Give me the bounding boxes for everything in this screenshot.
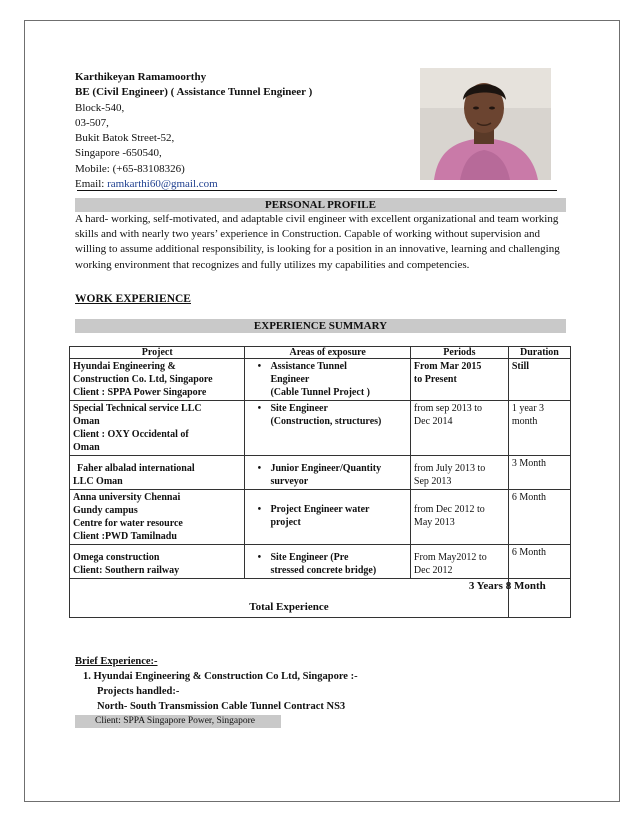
bullet-icon: •	[257, 504, 262, 515]
table-row	[70, 545, 571, 579]
project-line: Omega construction	[73, 552, 160, 563]
duration-cell: 3 Month	[508, 456, 570, 490]
period-cell	[410, 401, 508, 456]
email-label: Email:	[75, 178, 105, 191]
brief-experience-heading: Brief Experience:-	[75, 656, 158, 667]
project-cell	[70, 401, 245, 456]
total-label: Total Experience	[70, 579, 509, 618]
period-cell	[410, 545, 508, 579]
address-line: Bukit Batok Street-52,	[75, 132, 175, 145]
brief-experience	[75, 654, 358, 714]
area-line: Assistance Tunnel	[270, 361, 347, 372]
duration-cell: Still	[508, 359, 570, 401]
area-line: project	[270, 517, 301, 528]
bullet-icon: •	[257, 552, 262, 563]
project-cell	[70, 490, 245, 545]
period-line: From May2012 to	[413, 552, 487, 563]
experience-table	[69, 346, 571, 618]
personal-profile-text: A hard- working, self-motivated, and adaptable civil engineer with excellent organizational and team working skills and with nearly two years’ experience in Construction. Capable of working without supervision and willing to assume additional responsibility, is looking for a position in an innovative, learning and challenging working environment that recognizes and fully utilizes my capabilities and competencies.	[75, 213, 560, 271]
area-line: Engineer	[270, 374, 310, 385]
experience-summary-heading: EXPERIENCE SUMMARY	[75, 319, 566, 333]
degree-line: BE (Civil Engineer) ( Assistance Tunnel Engineer )	[75, 86, 313, 99]
duration-cell: 6 Month	[508, 545, 570, 579]
duration-cell: 6 Month	[508, 490, 570, 545]
project-name: North- South Transmission Cable Tunnel Contract NS3	[97, 701, 346, 712]
email-link[interactable]: ramkarthi60@gmail.com	[107, 178, 218, 191]
duration-cell: 1 year 3 month	[508, 401, 570, 456]
period-line: Sep 2013	[413, 476, 452, 487]
areas-cell	[245, 490, 410, 545]
areas-cell	[245, 359, 410, 401]
period-cell	[410, 456, 508, 490]
area-line: surveyor	[270, 476, 309, 487]
project-line: LLC Oman	[73, 476, 123, 487]
project-line: Centre for water resource	[73, 518, 183, 529]
table-row	[70, 490, 571, 545]
area-line: Site Engineer	[270, 403, 328, 414]
project-line: Hyundai Engineering &	[73, 361, 176, 372]
work-experience-heading: WORK EXPERIENCE	[75, 293, 191, 305]
client-bar: Client: SPPA Singapore Power, Singapore	[75, 715, 281, 728]
period-line: from sep 2013 to	[413, 403, 482, 414]
period-cell	[410, 490, 508, 545]
total-value: 3 Years 8 Month	[508, 579, 570, 618]
project-line: Client : SPPA Power Singapore	[73, 387, 207, 398]
mobile-line: Mobile: (+65-83108326)	[75, 162, 185, 175]
project-line: Client :PWD Tamilnadu	[73, 531, 177, 542]
area-line: Project Engineer water	[270, 504, 370, 515]
column-header: Periods	[410, 347, 508, 359]
area-line: Junior Engineer/Quantity	[270, 463, 382, 474]
areas-cell	[245, 456, 410, 490]
table-row	[70, 359, 571, 401]
project-line: Client : OXY Occidental of	[73, 429, 189, 440]
project-line: Gundy campus	[73, 505, 138, 516]
areas-cell	[245, 545, 410, 579]
bullet-icon: •	[257, 361, 262, 372]
period-line: May 2013	[413, 517, 455, 528]
total-row	[70, 579, 571, 618]
area-line: (Construction, structures)	[270, 416, 382, 427]
table-row	[70, 456, 571, 490]
area-line: Site Engineer (Pre	[270, 552, 349, 563]
brief-item: 1. Hyundai Engineering & Construction Co Ltd, Singapore :-	[83, 671, 358, 682]
table-row	[70, 401, 571, 456]
project-line: Anna university Chennai	[73, 492, 181, 503]
project-line: Client: Southern railway	[73, 565, 180, 576]
project-cell	[70, 359, 245, 401]
project-line: Oman	[73, 442, 100, 453]
area-line: (Cable Tunnel Project )	[270, 387, 370, 398]
project-cell	[70, 545, 245, 579]
project-line: Construction Co. Ltd, Singapore	[73, 374, 213, 385]
period-line: Dec 2014	[413, 416, 453, 427]
bullet-icon: •	[257, 463, 262, 474]
period-line: from July 2013 to	[413, 463, 486, 474]
address-line: Block-540,	[75, 101, 125, 114]
areas-cell	[245, 401, 410, 456]
project-line: Faher albalad international	[77, 463, 195, 474]
column-header: Project	[70, 347, 245, 359]
project-line: Special Technical service LLC	[73, 403, 202, 414]
column-header: Duration	[508, 347, 570, 359]
project-line: Oman	[73, 416, 100, 427]
personal-profile-heading: PERSONAL PROFILE	[75, 198, 566, 212]
period-line: From Mar 2015	[413, 361, 482, 372]
column-header: Areas of exposure	[245, 347, 410, 359]
period-line: to Present	[413, 374, 457, 385]
contact-block	[75, 70, 312, 192]
period-line: from Dec 2012 to	[413, 504, 485, 515]
address-line: 03-507,	[75, 116, 109, 129]
profile-photo	[420, 68, 551, 180]
project-cell	[70, 456, 245, 490]
bullet-icon: •	[257, 403, 262, 414]
candidate-name: Karthikeyan Ramamoorthy	[75, 71, 207, 83]
table-header-row	[70, 347, 571, 359]
projects-handled-label: Projects handled:-	[97, 686, 180, 697]
address-line: Singapore -650540,	[75, 147, 162, 160]
area-line: stressed concrete bridge)	[270, 565, 377, 576]
period-cell	[410, 359, 508, 401]
header-divider	[77, 190, 557, 191]
period-line: Dec 2012	[413, 565, 453, 576]
